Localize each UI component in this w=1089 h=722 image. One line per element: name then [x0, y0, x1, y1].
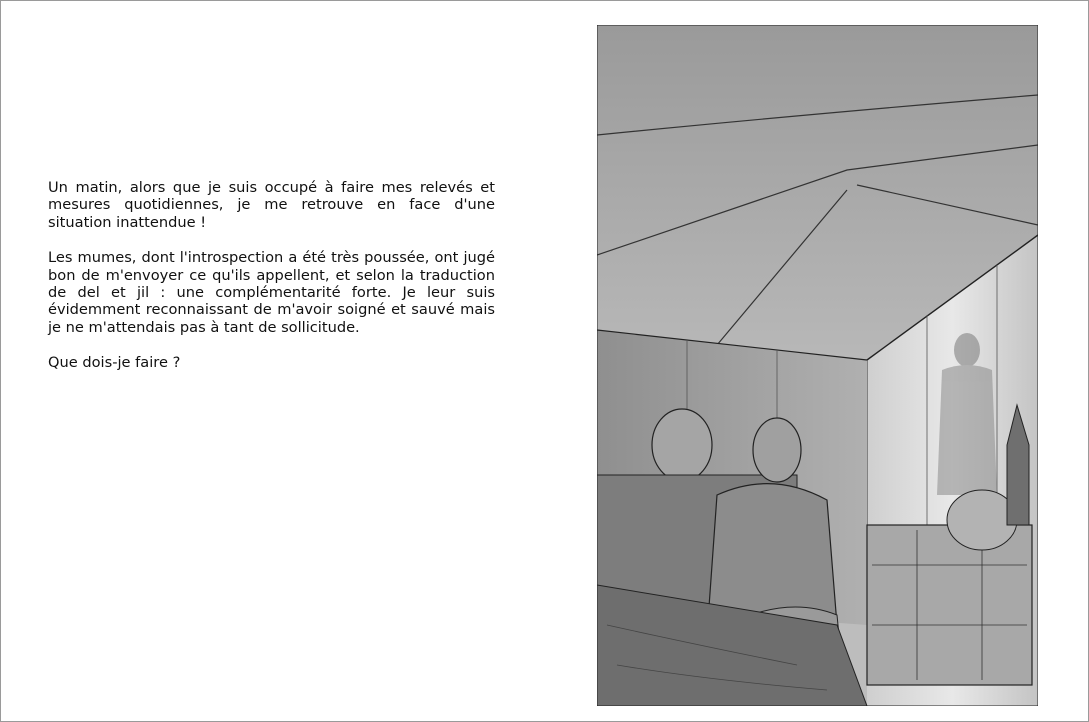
- ink-wash-illustration: [597, 25, 1038, 706]
- helmet: [652, 409, 712, 481]
- paragraph-3: Que dois-je faire ?: [48, 354, 181, 372]
- paragraph-1: Un matin, alors que je suis occupé à faire mes relevés et mesures quotidiennes, je me retrouve en face d'une situation inattendue !: [48, 179, 495, 231]
- story-text: [48, 179, 495, 390]
- paragraph-2: Les mumes, dont l'introspection a été très poussée, ont jugé bon de m'envoyer ce qu'ils appellent, et selon la traduction de del et jil : une complémentarité forte. Je leur suis évidemment reconnaissant de m'avoir soigné et sauvé mais je ne m'attendais pas à tant de sollicitude.: [48, 249, 495, 336]
- tent-interior-drawing: [597, 25, 1038, 706]
